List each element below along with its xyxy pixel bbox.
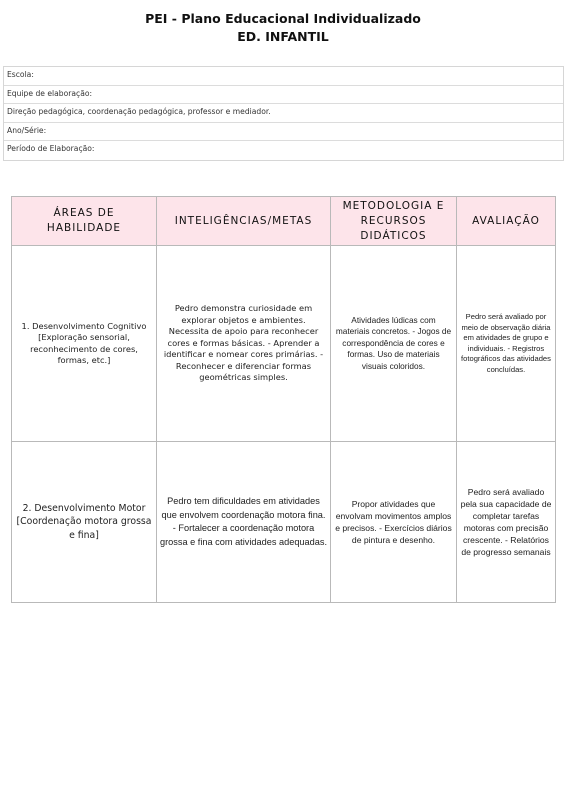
header-metodologia-recursos: METODOLOGIA E RECURSOS DIDÁTICOS	[331, 197, 457, 246]
header-areas-habilidade: ÁREAS DE HABILIDADE	[12, 197, 157, 246]
pei-table	[11, 196, 556, 603]
field-periodo-elaboracao[interactable]: Período de Elaboração:	[7, 144, 95, 153]
field-direcao[interactable]: Direção pedagógica, coordenação pedagógica, professor e mediador.	[4, 104, 563, 123]
field-equipe-elaboracao[interactable]: Equipe de elaboração:	[4, 86, 563, 105]
table-header-row	[12, 197, 556, 246]
cell-metodologia: Atividades lúdicas com materiais concretos. - Jogos de correspondência de cores e formas. Uso de materiais visuais coloridos.	[331, 246, 457, 442]
cell-metas: Pedro demonstra curiosidade em explorar objetos e ambientes. Necessita de apoio para reconhecer cores e formas básicas. - Aprender a identificar e nomear cores primárias. - Reconhecer e diferenciar formas geométricas simples.	[157, 246, 331, 442]
header-avaliacao: AVALIAÇÃO	[457, 197, 556, 246]
cell-area: 1. Desenvolvimento Cognitivo [Exploração sensorial, reconhecimento de cores, formas, etc.]	[12, 246, 157, 442]
cell-avaliacao: Pedro será avaliado pela sua capacidade de completar tarefas motoras com precisão crescente. - Relatórios de progresso semanais	[457, 442, 556, 603]
field-escola[interactable]: Escola:	[4, 67, 563, 86]
cell-area: 2. Desenvolvimento Motor [Coordenação motora grossa e fina]	[12, 442, 157, 603]
table-row	[12, 442, 556, 603]
header-inteligencias-metas: INTELIGÊNCIAS/METAS	[157, 197, 331, 246]
cell-metodologia: Propor atividades que envolvam movimentos amplos e precisos. - Exercícios diários de pintura e desenho.	[331, 442, 457, 603]
info-fields	[3, 66, 564, 161]
cell-avaliacao: Pedro será avaliado por meio de observação diária em atividades de grupo e individuais. - Registros fotográficos das atividades concluídas.	[457, 246, 556, 442]
cell-metas: Pedro tem dificuldades em atividades que envolvem coordenação motora fina. - Fortalecer a coordenação motora grossa e fina com atividades adequadas.	[157, 442, 331, 603]
field-ano-serie[interactable]: Ano/Série:	[4, 123, 563, 142]
table-row	[12, 246, 556, 442]
document-title: PEI - Plano Educacional Individualizado	[145, 11, 421, 26]
document-subtitle: ED. INFANTIL	[237, 29, 329, 44]
